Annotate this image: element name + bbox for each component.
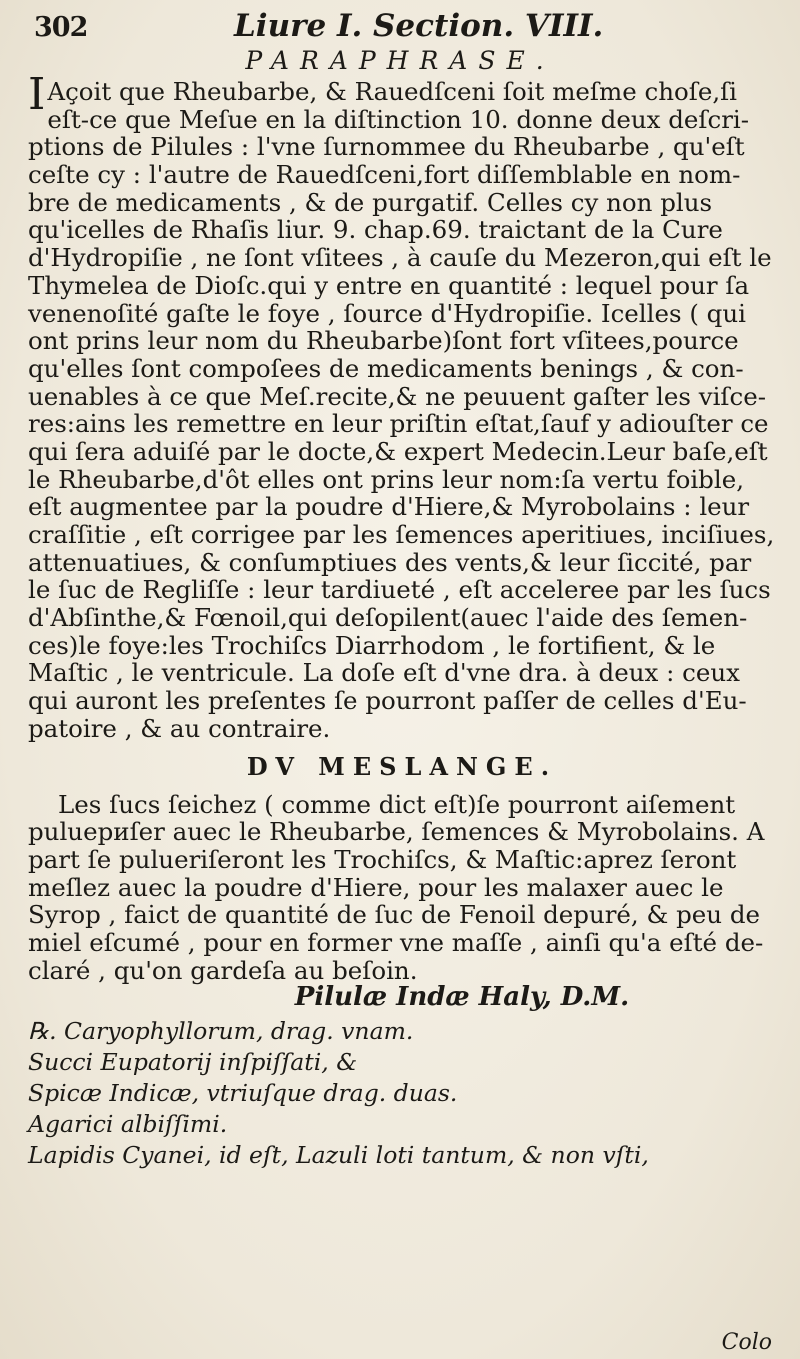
text-line: eſt augmentee par la poudre d'Hiere,& Myrobolains : leur — [28, 492, 750, 522]
text-line: eſt-ce que Meſue en la diſtinction 10. donne deux deſcri- — [47, 104, 750, 134]
text-line: part ſe pulueriſeront les Trochiſcs, & Maſtic:aprez ſeront — [28, 844, 737, 874]
text-line: Thymelea de Dioſc.qui y entre en quantité : lequel pour ſa — [28, 270, 750, 300]
text-line: miel eſcumé , pour en former vne maſſe , ainſi qu'a eſté de- — [28, 927, 764, 957]
recipe-title: Pilulæ Indæ Haly, D.M. — [294, 982, 630, 1013]
catchword: Colo — [721, 1330, 772, 1355]
ingredient-list — [28, 1018, 776, 1173]
text-line: ces)le foye:les Trochiſcs Diarrhodom , le fortifient, & le — [28, 630, 716, 660]
text-line: puluериſer auec le Rheubarbe, ſemences & Myrobolains. A — [28, 817, 765, 847]
text-line: claré , qu'on gardeſa au beſoin. — [28, 955, 418, 985]
page-body — [28, 69, 776, 1173]
text-line: meſlez auec la poudre d'Hiere, pour les malaxer auec le — [28, 872, 724, 902]
ingredient-line: Spicæ Indicæ, vtriuſque drag. duas. — [28, 1079, 458, 1108]
text-line: d'Hydropiſie , ne ſont vſitees , à cauſe du Mezeron,qui eſt le — [28, 243, 772, 273]
text-line: ont prins leur nom du Rheubarbe)ſont fort vſitees,pource — [28, 326, 739, 356]
text-line: res:ains les remettre en leur priſtin eſtat,ſauf y adiouſter ce — [28, 409, 769, 439]
text-line: le ſuc de Regliſſe : leur tardiueté , eſt acceleree par les ſucs — [28, 575, 771, 605]
paragraph-meslange — [28, 791, 776, 985]
page-header — [34, 4, 774, 48]
page-number: 302 — [34, 12, 88, 43]
text-line: ceſte cy : l'autre de Rauedſceni,fort diſſemblable en nom- — [28, 160, 741, 190]
text-line: craſſitie , eſt corrigee par les ſemences aperitiues, inciſiues, — [28, 520, 775, 549]
text-line: Maſtic , le ventricule. La doſe eſt d'vne dra. à deux : ceux — [28, 658, 740, 688]
text-line: venenoſité gaſte le foye , ſource d'Hydropiſie. Icelles ( qui — [28, 298, 746, 328]
ingredient-line: Succi Eupatorij inſpiſſati, & — [28, 1048, 358, 1077]
ingredient-line: ℞. Caryophyllorum, drag. vnam. — [28, 1017, 414, 1046]
text-line: uenables à ce que Meſ.recite,& ne peuuent gaſter les viſce- — [28, 381, 766, 411]
text-line: bre de medicaments , & de purgatif. Celles cy non plus — [28, 187, 713, 217]
text-line: d'Abſinthe,& Fœnoil,qui deſopilent(auec l'aide des ſemen- — [28, 603, 748, 633]
text-line: Syrop , faict de quantité de ſuc de Fenoil depuré, & peu de — [28, 900, 761, 930]
ingredient-line: Agarici albiſſimi. — [28, 1110, 228, 1139]
section-heading: PARAPHRASE. — [245, 46, 555, 75]
sub-heading-meslange: DV MESLANGE. — [246, 751, 558, 781]
text-line: qui auront les preſentes ſe pourront paſſer de celles d'Eu- — [28, 686, 747, 716]
running-head: Liure I. Section. VIII. — [234, 8, 604, 44]
text-line: qu'elles ſont compoſees de medicaments benings , & con- — [28, 353, 744, 383]
text-line: Açoit que Rheubarbe, & Rauedſceni ſoit meſme choſe,ſi — [47, 77, 738, 106]
text-line: patoire , & au contraire. — [28, 713, 331, 743]
text-line: qu'icelles de Rhaſis liur. 9. chap.69. traictant de la Cure — [28, 215, 723, 245]
paragraph-paraphrase — [28, 69, 776, 743]
text-line: attenuatiues, & conſumptiues des vents,& leur ſiccité, par — [28, 547, 752, 577]
ingredient-line: Lapidis Cyanei, id eſt, Lazuli loti tantum, & non vſti, — [28, 1141, 649, 1170]
drop-cap: I — [28, 69, 46, 120]
text-line: le Rheubarbe,d'ôt elles ont prins leur nom:ſa vertu foible, — [28, 464, 744, 494]
text-line: Les ſucs ſeichez ( comme dict eſt)ſe pourront aiſement — [58, 789, 736, 819]
text-line: qui ſera aduiſé par le docte,& expert Medecin.Leur baſe,eſt — [28, 436, 768, 466]
text-line: ptions de Pilules : l'vne ſurnommee du Rheubarbe , qu'eſt — [28, 132, 745, 162]
